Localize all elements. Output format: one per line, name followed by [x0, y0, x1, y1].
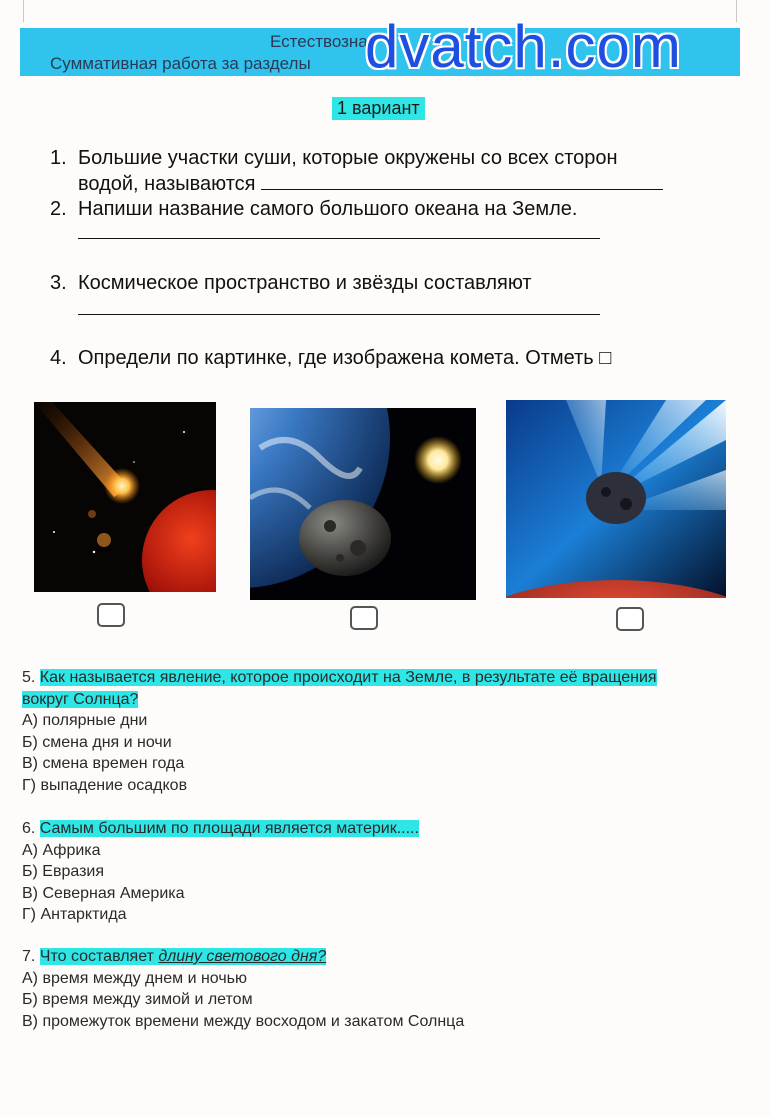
question-3-text: Космическое пространство и звёзды составляют [78, 272, 532, 294]
question-7-emphasis: длину светового дня? [158, 948, 327, 965]
question-4 [50, 345, 730, 371]
question-5-number: 5. [22, 669, 36, 686]
question-7-number: 7. [22, 948, 36, 965]
question-5-option-b[interactable]: Б) смена дня и ночи [22, 733, 172, 751]
watermark: dvatch.com [365, 13, 682, 80]
question-7-option-c[interactable]: В) промежуток времени между восходом и закатом Солнца [22, 1012, 465, 1030]
question-7-option-a[interactable]: А) время между днем и ночью [22, 969, 248, 987]
question-6-option-c[interactable]: В) Северная Америка [22, 884, 185, 902]
question-4-text: Определи по картинке, где изображена комета. Отметь □ [78, 347, 612, 369]
question-5-option-d[interactable]: Г) выпадение осадков [22, 776, 188, 794]
question-5 [22, 667, 702, 796]
picture-comet [506, 400, 726, 598]
checkbox-picture-3[interactable] [616, 607, 644, 631]
margin-mark-right [736, 0, 737, 22]
answer-1-blank[interactable] [261, 173, 663, 190]
question-6-text: Самым большим по площади является материк..... [39, 820, 419, 837]
question-6-option-b[interactable]: Б) Евразия [22, 863, 104, 880]
question-3-number: 3. [50, 272, 67, 294]
question-1-line1: Большие участки суши, которые окружены со всех сторон [78, 147, 618, 169]
question-7-option-b[interactable]: Б) время между зимой и летом [22, 991, 253, 1008]
answer-2-blank[interactable] [78, 238, 600, 239]
work-subtitle: Суммативная работа за разделы [50, 54, 311, 73]
question-2-number: 2. [50, 198, 67, 220]
margin-mark-left [23, 0, 24, 22]
question-7 [22, 946, 702, 1032]
question-5-text: Как называется явление, которое происходит на Земле, в результате её вращения вокруг Солнца? [22, 669, 657, 708]
checkbox-picture-1[interactable] [97, 603, 125, 627]
question-7-text: Что составляет [39, 948, 154, 965]
question-6-option-a[interactable]: А) Африка [22, 841, 101, 859]
checkbox-picture-2[interactable] [350, 606, 378, 630]
variant-label: 1 вариант [332, 97, 425, 120]
question-3 [50, 270, 710, 296]
answer-3-blank[interactable] [78, 314, 600, 315]
picture-asteroid [250, 408, 476, 600]
picture-meteor [34, 402, 216, 592]
question-6-number: 6. [22, 820, 36, 837]
question-2 [50, 196, 710, 222]
question-1 [50, 145, 710, 197]
question-5-option-a[interactable]: А) полярные дни [22, 712, 148, 729]
question-1-number: 1. [50, 147, 67, 169]
subject-title: Естествозна [270, 32, 368, 51]
question-2-text: Напиши название самого большого океана на Земле. [78, 198, 578, 220]
question-6-option-d[interactable]: Г) Антарктида [22, 906, 127, 923]
question-1-line2: водой, называются [78, 173, 256, 195]
question-5-option-c[interactable]: В) смена времен года [22, 755, 185, 772]
question-4-number: 4. [50, 347, 67, 369]
question-6 [22, 818, 702, 926]
